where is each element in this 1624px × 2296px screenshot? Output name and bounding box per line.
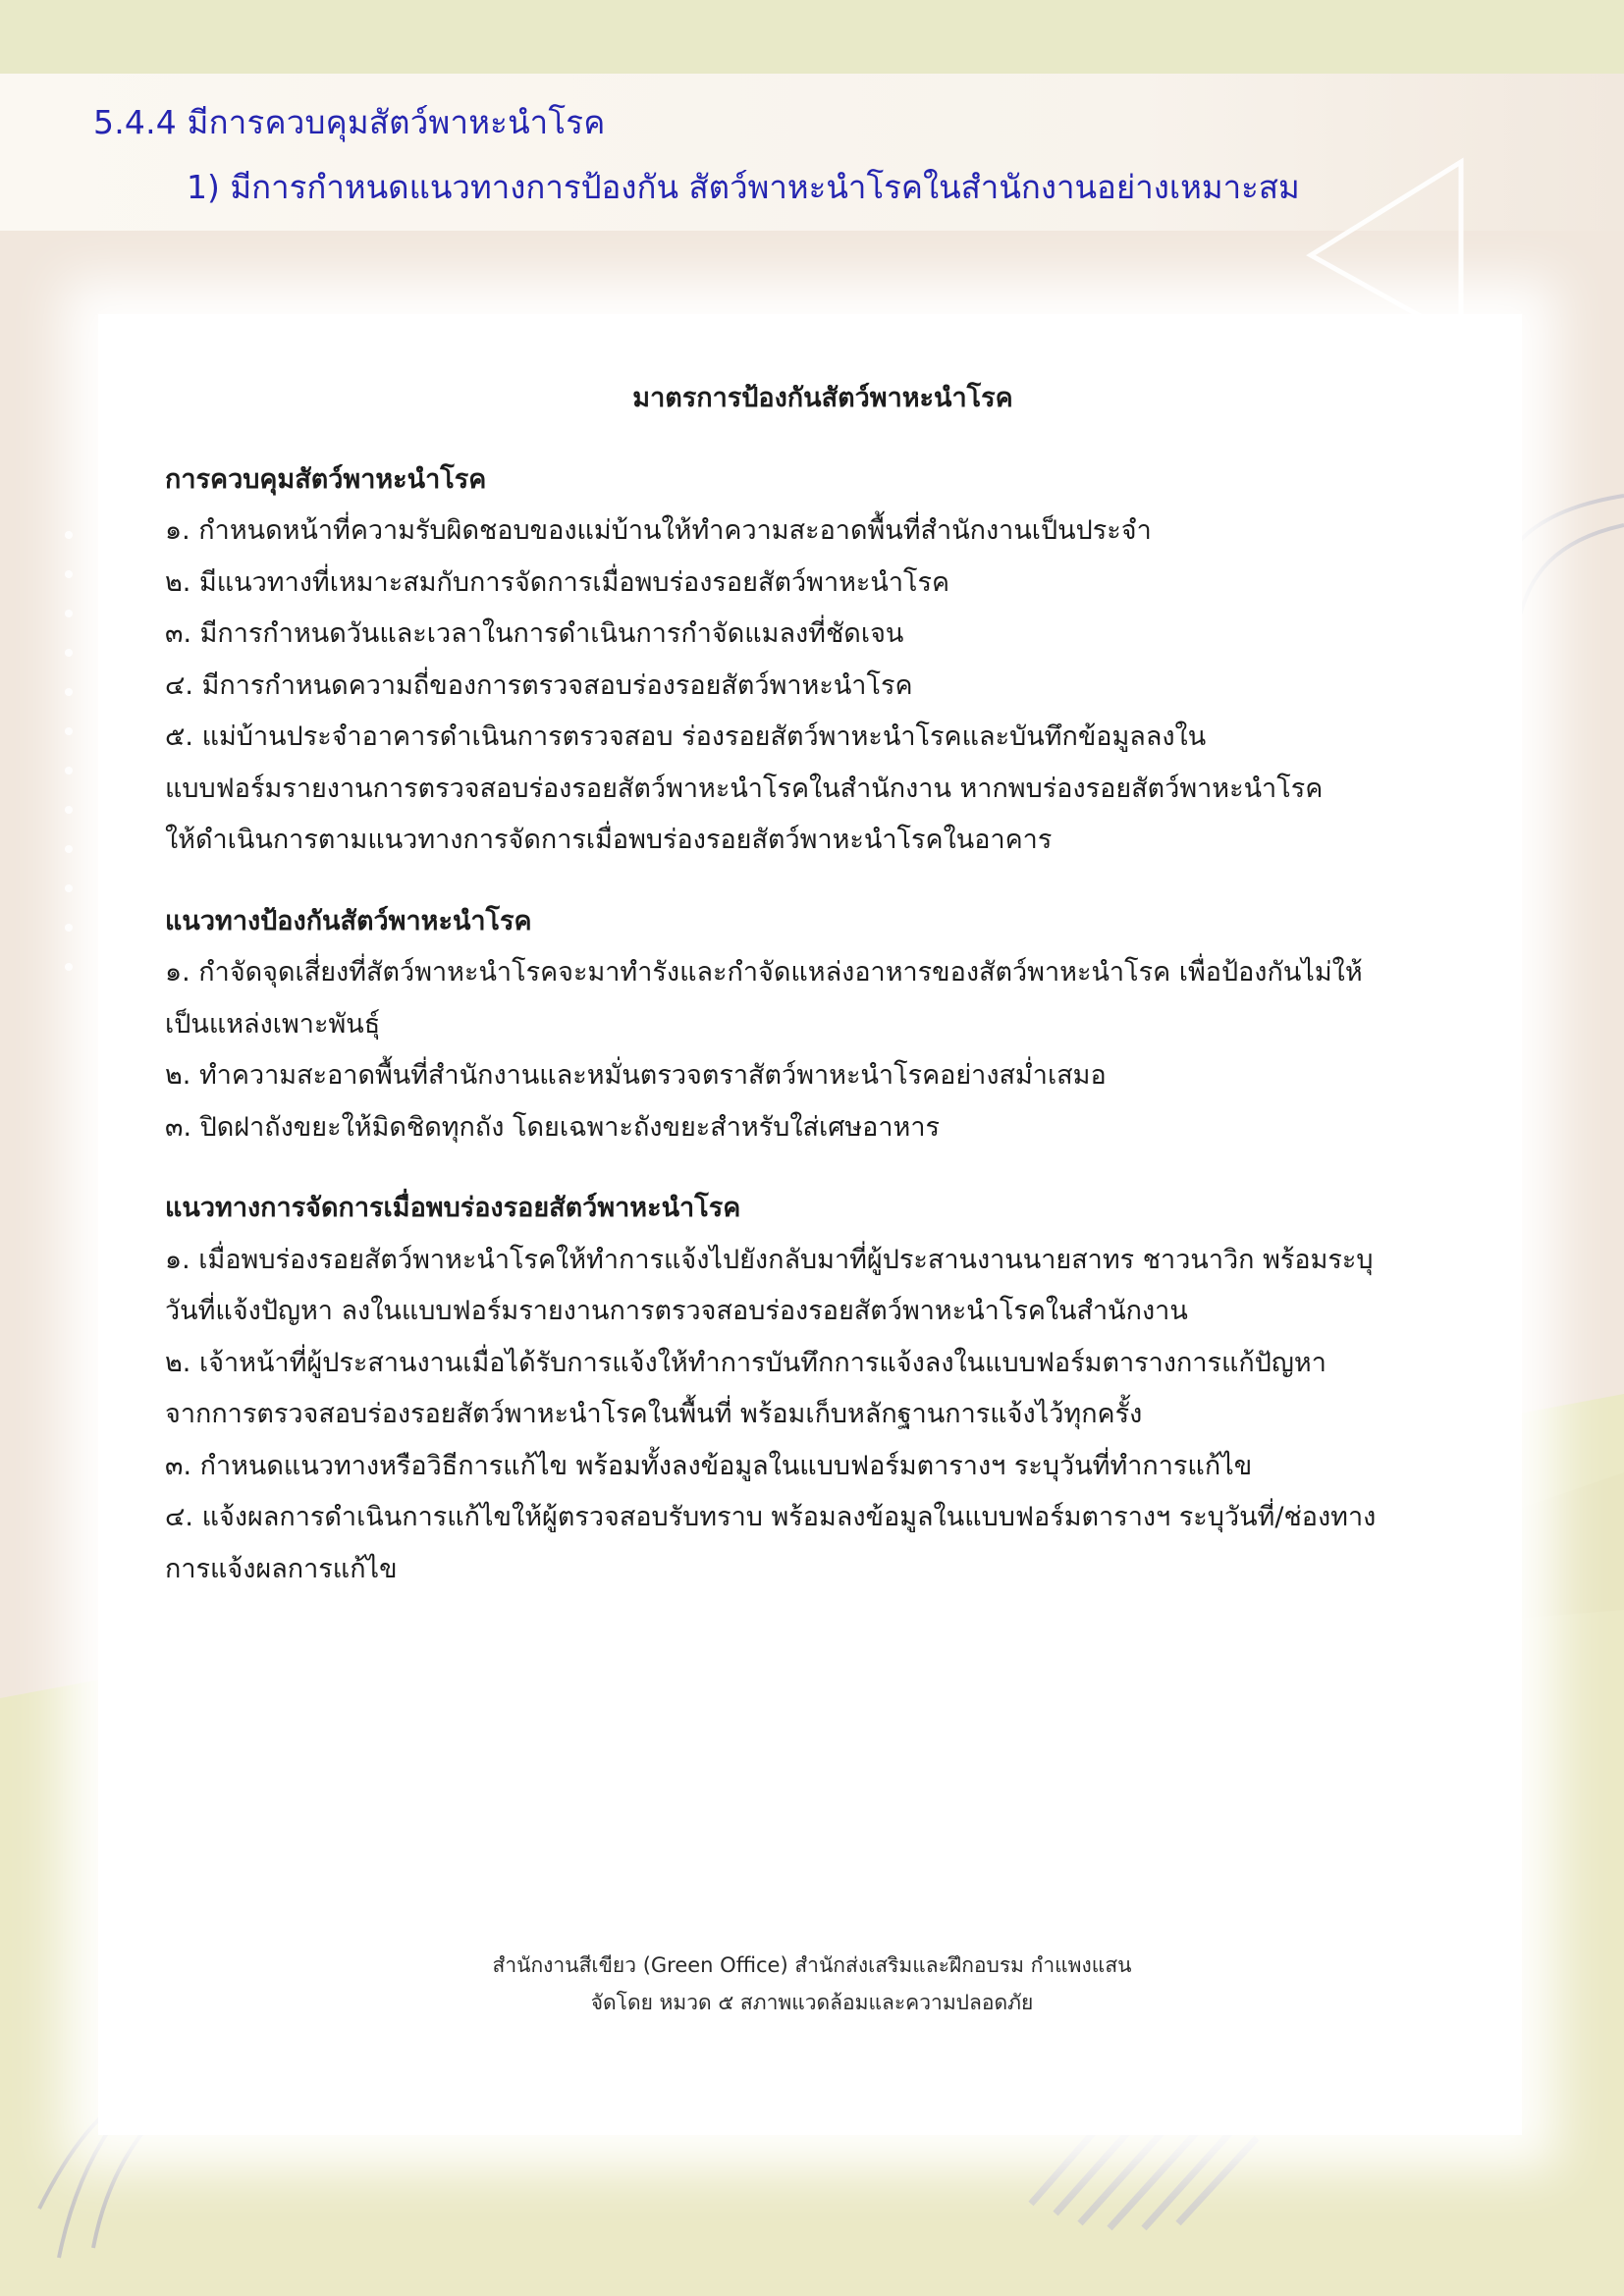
footer-line-organizer: จัดโดย หมวด ๕ สภาพแวดล้อมและความปลอดภัย	[590, 1991, 1034, 2014]
list-item: เป็นแหล่งเพาะพันธุ์	[165, 1008, 381, 1040]
list-item: ๓. กำหนดแนวทางหรือวิธีการแก้ไข พร้อมทั้งลงข้อมูลในแบบฟอร์มตารางฯ ระบุวันที่ทำการแก้ไข	[165, 1450, 1253, 1481]
section-heading: การควบคุมสัตว์พาหะนำโรค	[165, 463, 487, 495]
footer	[0, 1947, 1624, 2021]
triangle-outline-icon	[1311, 162, 1461, 339]
section-heading: แนวทางป้องกันสัตว์พาหะนำโรค	[165, 905, 532, 936]
document-body	[165, 373, 1481, 1625]
list-item: ๒. ทำความสะอาดพื้นที่สำนักงานและหมั่นตรวจตราสัตว์พาหะนำโรคอย่างสม่ำเสมอ	[165, 1060, 1107, 1091]
list-item: ๑. เมื่อพบร่องรอยสัตว์พาหะนำโรคให้ทำการแจ้งไปยังกลับมาที่ผู้ประสานงานนายสาทร ชาวนาวิก พร้อมระบุ	[165, 1244, 1374, 1275]
list-item: ๒. มีแนวทางที่เหมาะสมกับการจัดการเมื่อพบร่องรอยสัตว์พาหะนำโรค	[165, 566, 950, 598]
stripes-bottom-icon	[1031, 2125, 1257, 2228]
section-heading-title: 5.4.4 มีการควบคุมสัตว์พาหะนำโรค	[93, 103, 606, 141]
section-management	[165, 1183, 1481, 1595]
list-item: ๒. เจ้าหน้าที่ผู้ประสานงานเมื่อได้รับการแจ้งให้ทำการบันทึกการแจ้งลงในแบบฟอร์มตารางการแก้ปัญหา	[165, 1347, 1326, 1378]
list-item: แบบฟอร์มรายงานการตรวจสอบร่องรอยสัตว์พาหะนำโรคในสำนักงาน หากพบร่องรอยสัตว์พาหะนำโรค	[165, 773, 1324, 804]
footer-line-office: สำนักงานสีเขียว (Green Office) สำนักส่งเสริมและฝึกอบรม กำแพงแสน	[492, 1953, 1132, 1977]
list-item: การแจ้งผลการแก้ไข	[165, 1553, 398, 1584]
list-item: ๓. ปิดฝาถังขยะให้มิดชิดทุกถัง โดยเฉพาะถังขยะสำหรับใส่เศษอาหาร	[165, 1111, 941, 1143]
list-item: ๓. มีการกำหนดวันและเวลาในการดำเนินการกำจัดแมลงที่ชัดเจน	[165, 618, 904, 649]
list-item: ให้ดำเนินการตามแนวทางการจัดการเมื่อพบร่องรอยสัตว์พาหะนำโรคในอาคาร	[165, 825, 1053, 855]
list-item: ๑. กำจัดจุดเสี่ยงที่สัตว์พาหะนำโรคจะมาทำรังและกำจัดแหล่งอาหารของสัตว์พาหะนำโรค เพื่อป้องกันไม่ให้	[165, 957, 1363, 988]
list-item: ๔. มีการกำหนดความถี่ของการตรวจสอบร่องรอยสัตว์พาหะนำโรค	[165, 669, 913, 701]
section-heading-subtitle: 1) มีการกำหนดแนวทางการป้องกัน สัตว์พาหะนำโรคในสำนักงานอย่างเหมาะสม	[187, 168, 1300, 206]
document-title: มาตรการป้องกันสัตว์พาหะนำโรค	[632, 383, 1013, 413]
section-prevention	[165, 896, 1481, 1154]
list-item: ๕. แม่บ้านประจำอาคารดำเนินการตรวจสอบ ร่องรอยสัตว์พาหะนำโรคและบันทึกข้อมูลลงใน	[165, 721, 1207, 752]
list-item: จากการตรวจสอบร่องรอยสัตว์พาหะนำโรคในพื้นที่ พร้อมเก็บหลักฐานการแจ้งไว้ทุกครั้ง	[165, 1399, 1143, 1429]
list-item: วันที่แจ้งปัญหา ลงในแบบฟอร์มรายงานการตรวจสอบร่องรอยสัตว์พาหะนำโรคในสำนักงาน	[165, 1296, 1188, 1326]
section-control	[165, 454, 1481, 867]
list-item: ๑. กำหนดหน้าที่ความรับผิดชอบของแม่บ้านให้ทำความสะอาดพื้นที่สำนักงานเป็นประจำ	[165, 515, 1152, 546]
section-heading: แนวทางการจัดการเมื่อพบร่องรอยสัตว์พาหะนำโรค	[165, 1193, 741, 1223]
list-item: ๔. แจ้งผลการดำเนินการแก้ไขให้ผู้ตรวจสอบรับทราบ พร้อมลงข้อมูลในแบบฟอร์มตารางฯ ระบุวันที่/ช่องทาง	[165, 1502, 1377, 1532]
